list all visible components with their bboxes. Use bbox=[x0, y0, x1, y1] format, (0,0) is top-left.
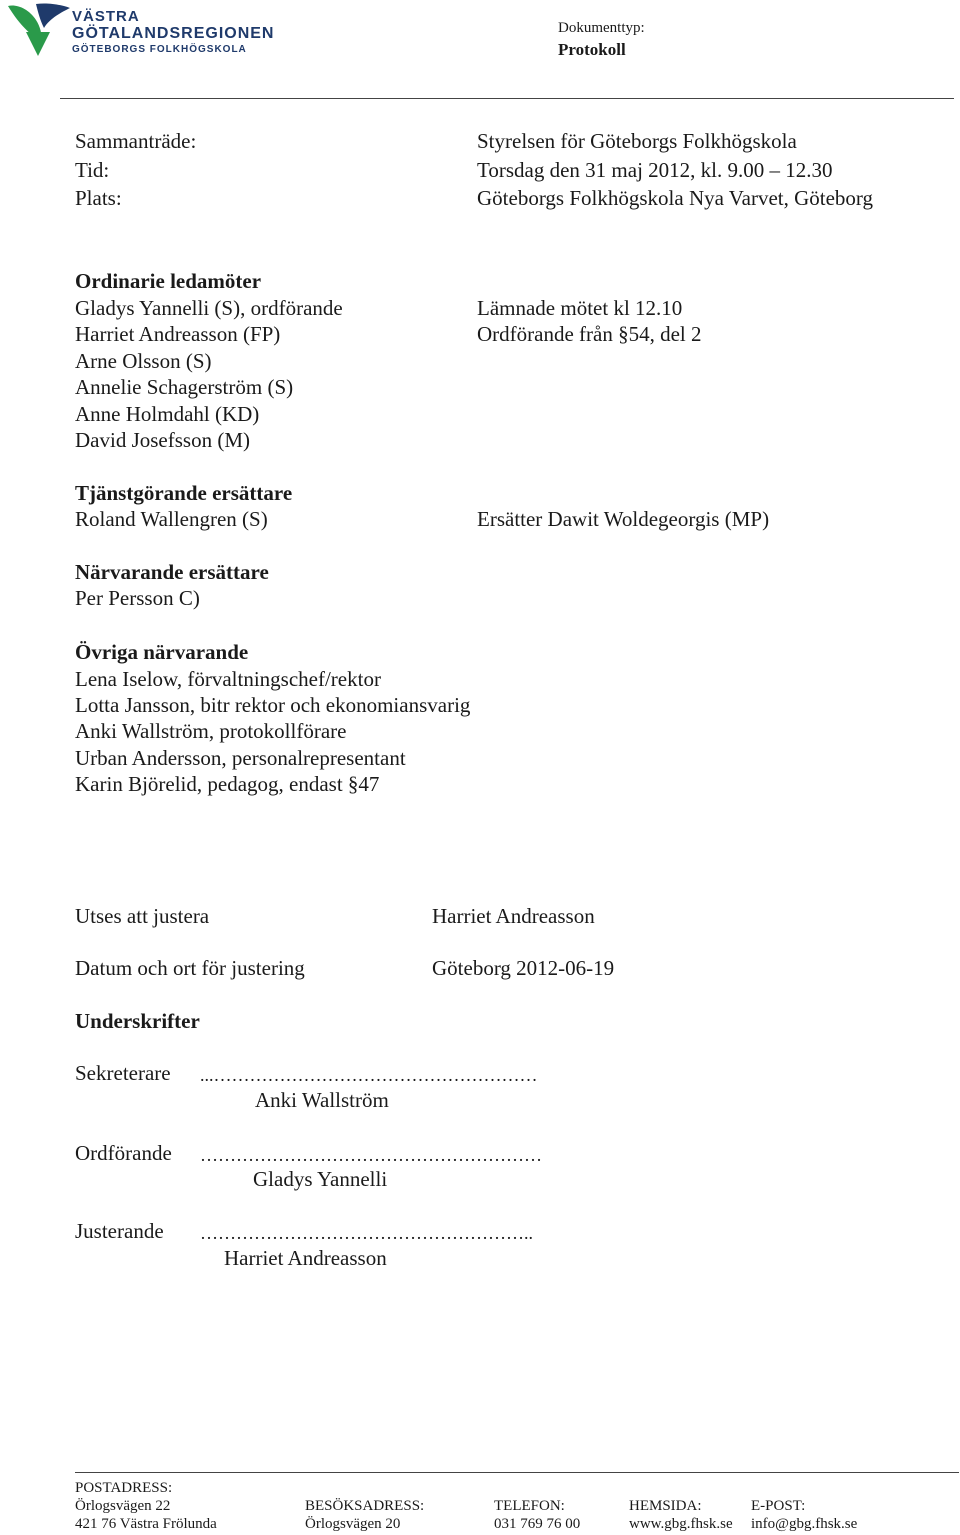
signature-line: ……………………………………………….. bbox=[200, 1223, 533, 1243]
footer-divider bbox=[75, 1472, 959, 1473]
tjanstgorande-note: Ersätter Dawit Woldegeorgis (MP) bbox=[477, 507, 770, 531]
member-name: David Josefsson (M) bbox=[75, 428, 250, 452]
ordinarie-heading: Ordinarie ledamöter bbox=[75, 269, 262, 293]
datum-value: Göteborg 2012-06-19 bbox=[432, 956, 615, 980]
footer-hemsida-label: HEMSIDA: bbox=[629, 1498, 702, 1514]
tjanstgorande-name: Roland Wallengren (S) bbox=[75, 507, 268, 531]
doctype-value: Protokoll bbox=[558, 40, 626, 59]
tjanstgorande-heading: Tjänstgörande ersättare bbox=[75, 481, 293, 505]
leaf-logo-icon bbox=[6, 2, 72, 58]
member-name: Anne Holmdahl (KD) bbox=[75, 402, 260, 426]
datum-label: Datum och ort för justering bbox=[75, 956, 305, 980]
meeting-value-tid: Torsdag den 31 maj 2012, kl. 9.00 – 12.30 bbox=[477, 158, 833, 182]
ovriga-person: Karin Björelid, pedagog, endast §47 bbox=[75, 772, 380, 796]
meeting-label-plats: Plats: bbox=[75, 186, 122, 210]
footer-epost-label: E-POST: bbox=[751, 1498, 806, 1514]
underskrifter-heading: Underskrifter bbox=[75, 1009, 200, 1033]
logo-line3: GÖTEBORGS FOLKHÖGSKOLA bbox=[72, 44, 247, 55]
doctype-label: Dokumenttyp: bbox=[558, 20, 645, 36]
footer-epost-link[interactable]: info@gbg.fhsk.se bbox=[751, 1516, 858, 1532]
logo-line2: GÖTALANDSREGIONEN bbox=[72, 25, 275, 42]
logo bbox=[6, 2, 296, 60]
signature-role: Sekreterare bbox=[75, 1061, 171, 1085]
meeting-value-sammantrade: Styrelsen för Göteborgs Folkhögskola bbox=[477, 129, 797, 153]
footer-besok-label: BESÖKSADRESS: bbox=[305, 1498, 425, 1514]
footer-telefon-value: 031 769 76 00 bbox=[494, 1516, 581, 1532]
utses-value: Harriet Andreasson bbox=[432, 904, 595, 928]
header-divider bbox=[60, 98, 954, 99]
member-name: Arne Olsson (S) bbox=[75, 349, 212, 373]
ovriga-person: Lena Iselow, förvaltningschef/rektor bbox=[75, 667, 381, 691]
member-note: Lämnade mötet kl 12.10 bbox=[477, 296, 683, 320]
footer-postadress-label: POSTADRESS: bbox=[75, 1480, 173, 1496]
narvarande-heading: Närvarande ersättare bbox=[75, 560, 269, 584]
signature-line: ...……………………………………………… bbox=[200, 1065, 538, 1085]
narvarande-name: Per Persson C) bbox=[75, 586, 200, 610]
footer-postadress-line2: 421 76 Västra Frölunda bbox=[75, 1516, 217, 1532]
signature-line: ………………………………………………… bbox=[200, 1145, 542, 1165]
ovriga-person: Urban Andersson, personalrepresentant bbox=[75, 746, 406, 770]
member-name: Gladys Yannelli (S), ordförande bbox=[75, 296, 343, 320]
ovriga-person: Anki Wallström, protokollförare bbox=[75, 719, 347, 743]
member-name: Harriet Andreasson (FP) bbox=[75, 322, 281, 346]
signature-name: Harriet Andreasson bbox=[224, 1246, 387, 1270]
ovriga-heading: Övriga närvarande bbox=[75, 640, 249, 664]
footer-telefon-label: TELEFON: bbox=[494, 1498, 565, 1514]
footer-postadress-line1: Örlogsvägen 22 bbox=[75, 1498, 171, 1514]
footer-besok-value: Örlogsvägen 20 bbox=[305, 1516, 401, 1532]
signature-name: Gladys Yannelli bbox=[253, 1167, 388, 1191]
utses-label: Utses att justera bbox=[75, 904, 210, 928]
signature-name: Anki Wallström bbox=[255, 1088, 389, 1112]
member-name: Annelie Schagerström (S) bbox=[75, 375, 294, 399]
signature-role: Ordförande bbox=[75, 1141, 172, 1165]
meeting-label-tid: Tid: bbox=[75, 158, 110, 182]
logo-line1: VÄSTRA bbox=[72, 8, 140, 25]
signature-role: Justerande bbox=[75, 1219, 164, 1243]
footer-hemsida-link[interactable]: www.gbg.fhsk.se bbox=[629, 1516, 733, 1532]
ovriga-person: Lotta Jansson, bitr rektor och ekonomiansvarig bbox=[75, 693, 471, 717]
meeting-label-sammantrade: Sammanträde: bbox=[75, 129, 197, 153]
member-note: Ordförande från §54, del 2 bbox=[477, 322, 702, 346]
meeting-value-plats: Göteborgs Folkhögskola Nya Varvet, Göteborg bbox=[477, 186, 874, 210]
